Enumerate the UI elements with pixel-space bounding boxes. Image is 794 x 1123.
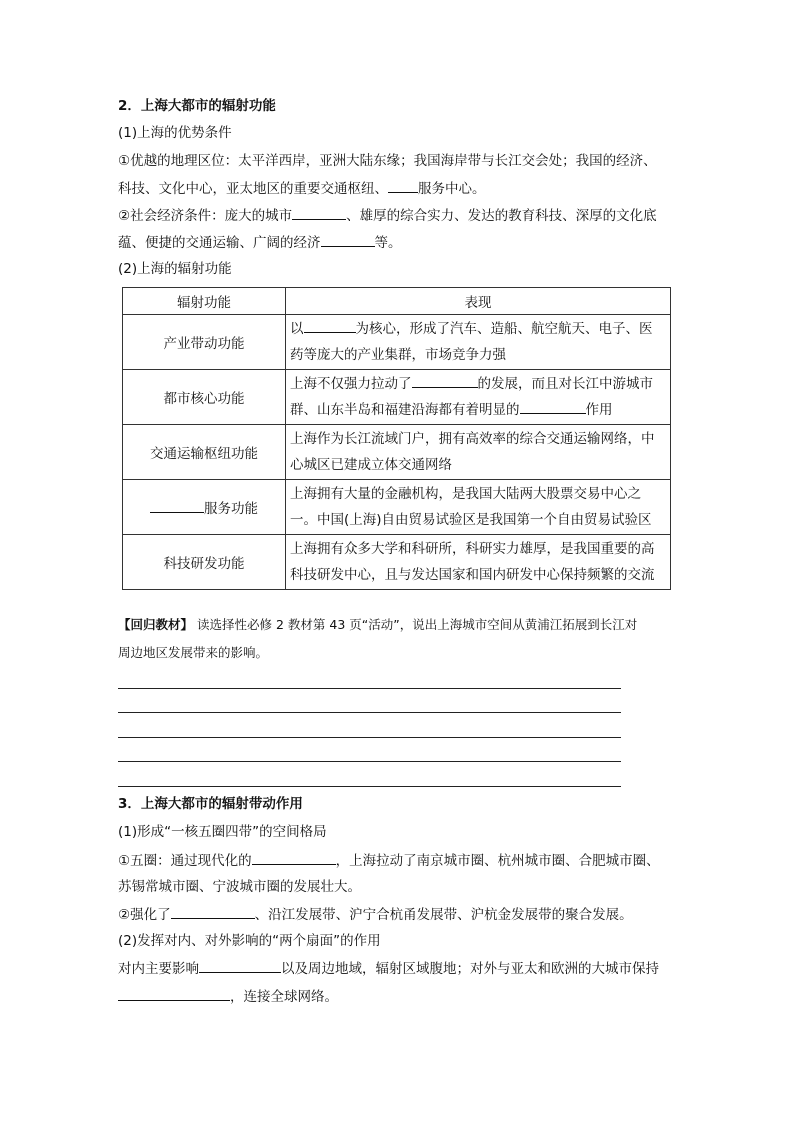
section3-p1-line2: 苏锡常城市圈、宁波城市圈的发展壮大。 <box>118 879 361 895</box>
text-segment: 的发展，而且对长江中游城市 <box>477 376 653 392</box>
function-description <box>286 425 671 480</box>
fill-blank[interactable] <box>171 904 255 919</box>
fill-blank[interactable] <box>520 399 586 414</box>
table-row <box>123 480 671 535</box>
textbook-line2: 周边地区发展带来的影响。 <box>118 645 269 660</box>
textbook-tag: 【回归教材】 <box>118 617 194 632</box>
text-segment: 药等庞大的产业集群，市场竞争力强 <box>290 347 506 363</box>
table-header-performance: 表现 <box>286 288 671 315</box>
text-segment: 服务中心。 <box>418 181 486 197</box>
function-description <box>286 535 671 590</box>
text-segment: 上海不仅强力拉动了 <box>290 376 412 392</box>
fill-blank[interactable] <box>292 205 346 220</box>
section3-p3-line1 <box>118 958 659 979</box>
text-segment: 上海拥有大量的金融机构，是我国大陆两大股票交易中心之 <box>290 486 641 502</box>
function-name-with-blank <box>123 480 286 535</box>
fill-blank[interactable] <box>199 958 281 973</box>
text-segment: ①五圈：通过现代化的 <box>118 853 252 869</box>
section3-p1-line1 <box>118 850 660 871</box>
section3-sub2: (2)发挥对内、对外影响的“两个扇面”的作用 <box>118 933 381 949</box>
section3-sub1: (1)形成“一核五圈四带”的空间格局 <box>118 824 327 840</box>
radiation-function-table <box>122 287 671 590</box>
fill-blank[interactable] <box>118 986 230 1001</box>
text-segment: 心城区已建成立体交通网络 <box>290 457 452 473</box>
table-row <box>123 425 671 480</box>
textbook-line1 <box>118 615 637 635</box>
function-description <box>286 315 671 370</box>
table-row <box>123 535 671 590</box>
fill-blank[interactable] <box>388 178 418 193</box>
section2-p1-line2 <box>118 178 486 199</box>
section2-p2-line2 <box>118 232 402 253</box>
function-name: 科技研发功能 <box>123 535 286 590</box>
text-segment: 以 <box>290 321 304 337</box>
answer-line[interactable] <box>118 712 621 713</box>
text-segment: 上海拥有众多大学和科研所，科研实力雄厚，是我国重要的高 <box>290 541 655 557</box>
section2-sub2: (2)上海的辐射功能 <box>118 261 232 277</box>
answer-line[interactable] <box>118 786 621 787</box>
text-segment: 蕴、便捷的交通运输、广阔的经济 <box>118 235 321 251</box>
section3-p3-line2 <box>118 986 338 1007</box>
answer-line[interactable] <box>118 761 621 762</box>
function-name: 交通运输枢纽功能 <box>123 425 286 480</box>
text-segment: 作用 <box>585 402 613 418</box>
answer-line[interactable] <box>118 737 621 738</box>
table-row <box>123 315 671 370</box>
text-segment: 等。 <box>374 235 402 251</box>
text-segment: ，上海拉动了南京城市圈、杭州城市圈、合肥城市圈、 <box>335 853 660 869</box>
fill-blank[interactable] <box>304 318 356 333</box>
fill-blank[interactable] <box>252 850 336 865</box>
fill-blank[interactable] <box>150 498 204 513</box>
text-segment: 科技研发中心，且与发达国家和国内研发中心保持频繁的交流 <box>290 567 655 583</box>
text-segment: 群、山东半岛和福建沿海都有着明显的 <box>290 402 520 418</box>
text-segment: 以及周边地域，辐射区域腹地；对外与亚太和欧洲的大城市保持 <box>281 961 659 977</box>
text-segment: 科技、文化中心，亚太地区的重要交通枢纽、 <box>118 181 388 197</box>
text-segment: 读选择性必修 2 教材第 43 页“活动”，说出上海城市空间从黄浦江拓展到长江对 <box>197 617 638 632</box>
section2-p1-line1: ①优越的地理区位：太平洋西岸，亚洲大陆东缘；我国海岸带与长江交会处；我国的经济、 <box>118 153 657 169</box>
answer-line[interactable] <box>118 688 621 689</box>
text-segment: 服务功能 <box>204 501 258 517</box>
function-description <box>286 370 671 425</box>
text-segment: 上海作为长江流域门户，拥有高效率的综合交通运输网络，中 <box>290 431 655 447</box>
text-segment: ②社会经济条件：庞大的城市 <box>118 208 293 224</box>
table-row <box>123 370 671 425</box>
text-segment: ②强化了 <box>118 907 171 923</box>
text-segment: ，连接全球网络。 <box>230 989 338 1005</box>
text-segment: 、雄厚的综合实力、发达的教育科技、深厚的文化底 <box>346 208 657 224</box>
text-segment: 、沿江发展带、沪宁合杭甬发展带、沪杭金发展带的聚合发展。 <box>254 907 633 923</box>
text-segment: 一。中国(上海)自由贸易试验区是我国第一个自由贸易试验区 <box>290 512 652 528</box>
text-segment: 对内主要影响 <box>118 961 199 977</box>
section3-title: 3．上海大都市的辐射带动作用 <box>118 796 303 812</box>
table-header-function: 辐射功能 <box>123 288 286 315</box>
fill-blank[interactable] <box>412 373 478 388</box>
section2-sub1: (1)上海的优势条件 <box>118 125 232 141</box>
section2-title: 2．上海大都市的辐射功能 <box>118 98 276 114</box>
function-description <box>286 480 671 535</box>
table-header-row <box>123 288 671 315</box>
text-segment: 为核心，形成了汽车、造船、航空航天、电子、医 <box>355 321 653 337</box>
fill-blank[interactable] <box>321 232 375 247</box>
function-name: 产业带动功能 <box>123 315 286 370</box>
section3-p2 <box>118 904 633 925</box>
section2-p2-line1 <box>118 205 657 226</box>
function-name: 都市核心功能 <box>123 370 286 425</box>
